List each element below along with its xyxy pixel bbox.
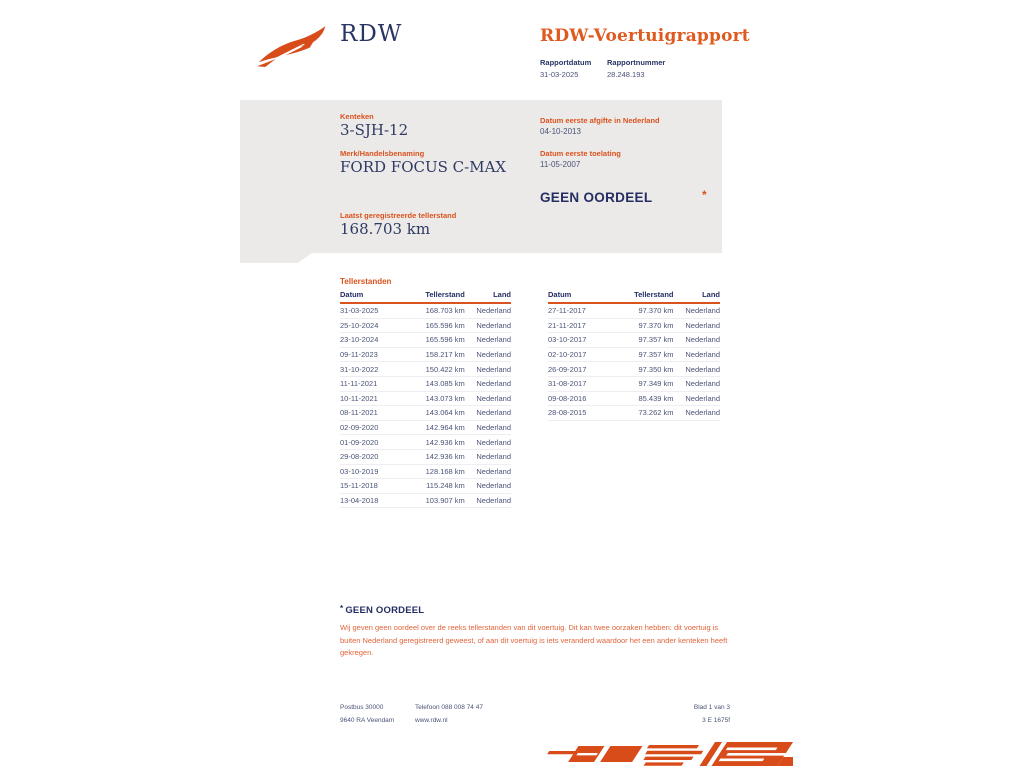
land-cell: Nederland (685, 379, 720, 389)
eerste-afgifte-value: 04-10-2013 (540, 127, 581, 136)
kenteken-label: Kenteken (340, 112, 374, 121)
land-cell: Nederland (476, 335, 511, 345)
table-row (340, 348, 511, 363)
table-row (340, 362, 511, 377)
tellerstand-cell: 143.064 km (425, 408, 465, 418)
land-cell: Nederland (476, 423, 511, 433)
land-cell: Nederland (685, 306, 720, 316)
datum-cell: 09-11-2023 (340, 350, 378, 360)
datum-cell: 27-11-2017 (548, 306, 586, 316)
land-cell: Nederland (685, 393, 720, 403)
kenteken-value: 3-SJH-12 (340, 121, 409, 139)
datum-cell: 21-11-2017 (548, 320, 586, 330)
land-cell: Nederland (476, 393, 511, 403)
table-row (340, 333, 511, 348)
footer-form-code: 3 E 1675f (702, 717, 730, 724)
footer-page-number: Blad 1 van 3 (693, 704, 730, 711)
land-cell: Nederland (476, 408, 511, 418)
eerste-toelating-value: 11-05-2007 (540, 160, 581, 169)
land-cell: Nederland (476, 496, 511, 506)
tellerstand-cell: 128.168 km (425, 466, 465, 476)
merk-value: FORD FOCUS C-MAX (340, 158, 507, 176)
tellerstand-cell: 143.073 km (425, 393, 465, 403)
datum-cell: 11-11-2021 (340, 379, 378, 389)
footnote-title (340, 604, 732, 616)
datum-cell: 08-11-2021 (340, 408, 378, 418)
table-row (548, 319, 720, 334)
col-tellerstand: Tellerstand (425, 290, 465, 299)
rdw-stripes-graphic (543, 739, 793, 768)
tellerstand-cell: 103.907 km (425, 496, 465, 506)
laatste-tellerstand-value: 168.703 km (340, 220, 431, 238)
oordeel-asterisk: * (702, 188, 707, 202)
land-cell: Nederland (685, 320, 720, 330)
tellerstand-cell: 97.357 km (638, 350, 674, 360)
datum-cell: 26-09-2017 (548, 364, 587, 374)
table-row (548, 333, 720, 348)
tellerstand-cell: 97.370 km (638, 320, 674, 330)
tellerstand-cell: 142.936 km (425, 452, 465, 462)
datum-cell: 01-09-2020 (340, 437, 379, 447)
land-cell: Nederland (476, 320, 511, 330)
merk-label: Merk/Handelsbenaming (340, 149, 425, 158)
col-tellerstand: Tellerstand (634, 290, 674, 299)
tellerstand-cell: 115.248 km (426, 481, 465, 491)
table-row (548, 304, 720, 319)
table-row (340, 406, 511, 421)
tellerstand-cell: 165.596 km (425, 320, 465, 330)
datum-cell: 10-11-2021 (340, 393, 378, 403)
datum-cell: 31-08-2017 (548, 379, 587, 389)
tellerstand-cell: 150.422 km (425, 364, 465, 374)
datum-cell: 31-03-2025 (340, 306, 379, 316)
rapportnummer-label: Rapportnummer (607, 58, 666, 67)
col-datum: Datum (340, 290, 364, 299)
datum-cell: 03-10-2017 (548, 335, 587, 345)
rdw-wing-logo-icon (254, 22, 334, 72)
table-row (548, 406, 720, 421)
datum-cell: 31-10-2022 (340, 364, 379, 374)
datum-cell: 02-10-2017 (548, 350, 587, 360)
col-land: Land (493, 290, 511, 299)
table-header (340, 290, 511, 304)
table-row (548, 362, 720, 377)
land-cell: Nederland (476, 466, 511, 476)
tellerstanden-table-left (340, 290, 511, 508)
logo-wordmark: RDW (340, 21, 403, 47)
table-row (548, 377, 720, 392)
land-cell: Nederland (685, 408, 720, 418)
rapportdatum-label: Rapportdatum (540, 58, 592, 67)
tellerstand-cell: 142.964 km (425, 423, 465, 433)
col-land: Land (702, 290, 720, 299)
tellerstand-cell: 168.703 km (425, 306, 465, 316)
datum-cell: 03-10-2019 (340, 466, 379, 476)
land-cell: Nederland (476, 481, 511, 491)
land-cell: Nederland (476, 437, 511, 447)
land-cell: Nederland (476, 306, 511, 316)
land-cell: Nederland (476, 364, 511, 374)
tellerstanden-section-title: Tellerstanden (340, 277, 392, 286)
footer-contact (415, 701, 483, 727)
datum-cell: 25-10-2024 (340, 320, 379, 330)
table-row (340, 304, 511, 319)
tellerstand-cell: 143.085 km (425, 379, 465, 389)
tellerstand-cell: 97.350 km (638, 364, 674, 374)
land-cell: Nederland (685, 350, 720, 360)
tellerstand-cell: 73.262 km (638, 408, 674, 418)
tellerstanden-table-left-body (340, 304, 511, 508)
table-row (548, 392, 720, 407)
tellerstand-cell: 142.936 km (425, 437, 465, 447)
tellerstand-cell: 97.349 km (638, 379, 674, 389)
rapportdatum-value: 31-03-2025 (540, 70, 579, 79)
land-cell: Nederland (685, 335, 720, 345)
table-row (340, 435, 511, 450)
footnote-asterisk: * (340, 604, 344, 613)
table-header (548, 290, 720, 304)
footer-phone: Telefoon 088 008 74 47 (415, 704, 483, 711)
tellerstand-cell: 158.217 km (425, 350, 465, 360)
tellerstanden-table-right (548, 290, 720, 421)
table-row (340, 392, 511, 407)
eerste-toelating-label: Datum eerste toelating (540, 149, 621, 158)
footer-website: www.rdw.nl (415, 717, 448, 724)
tellerstand-cell: 85.439 km (638, 393, 674, 403)
land-cell: Nederland (476, 452, 511, 462)
eerste-afgifte-label: Datum eerste afgifte in Nederland (540, 116, 660, 125)
tellerstand-cell: 97.370 km (638, 306, 674, 316)
land-cell: Nederland (685, 364, 720, 374)
land-cell: Nederland (476, 350, 511, 360)
tellerstand-cell: 165.596 km (425, 335, 465, 345)
datum-cell: 02-09-2020 (340, 423, 379, 433)
footer-pagination (630, 701, 730, 727)
laatste-tellerstand-label: Laatst geregistreerde tellerstand (340, 211, 457, 220)
footer-address (340, 701, 394, 727)
rapportnummer-value: 28.248.193 (607, 70, 645, 79)
tellerstanden-table-right-body (548, 304, 720, 421)
footnote-title-text: GEEN OORDEEL (345, 605, 425, 616)
table-row (340, 494, 511, 509)
footer-address-line2: 9640 RA Veendam (340, 717, 395, 724)
col-datum: Datum (548, 290, 572, 299)
table-row (340, 319, 511, 334)
document-title: RDW-Voertuigrapport (540, 26, 750, 46)
datum-cell: 09-08-2016 (548, 393, 587, 403)
datum-cell: 28-08-2015 (548, 408, 587, 418)
table-row (340, 377, 511, 392)
footer-address-line1: Postbus 30000 (340, 704, 384, 711)
table-row (340, 465, 511, 480)
datum-cell: 23-10-2024 (340, 335, 379, 345)
datum-cell: 29-08-2020 (340, 452, 379, 462)
table-row (548, 348, 720, 363)
table-row (340, 479, 511, 494)
footnote-geen-oordeel (340, 604, 732, 660)
datum-cell: 13-04-2018 (340, 496, 379, 506)
oordeel-value: GEEN OORDEEL (540, 190, 653, 205)
table-row (340, 421, 511, 436)
footnote-body: Wij geven geen oordeel over de reeks tellerstanden van dit voertuig. Dit kan twee oorzaken hebben: dit voertuig is buiten Nederland geregistreerd geweest, of aan dit voertuig is iets veranderd waardoor het een ander kenteken heeft gekregen. (340, 623, 728, 657)
land-cell: Nederland (476, 379, 511, 389)
tellerstand-cell: 97.357 km (638, 335, 674, 345)
table-row (340, 450, 511, 465)
datum-cell: 15-11-2018 (340, 481, 378, 491)
